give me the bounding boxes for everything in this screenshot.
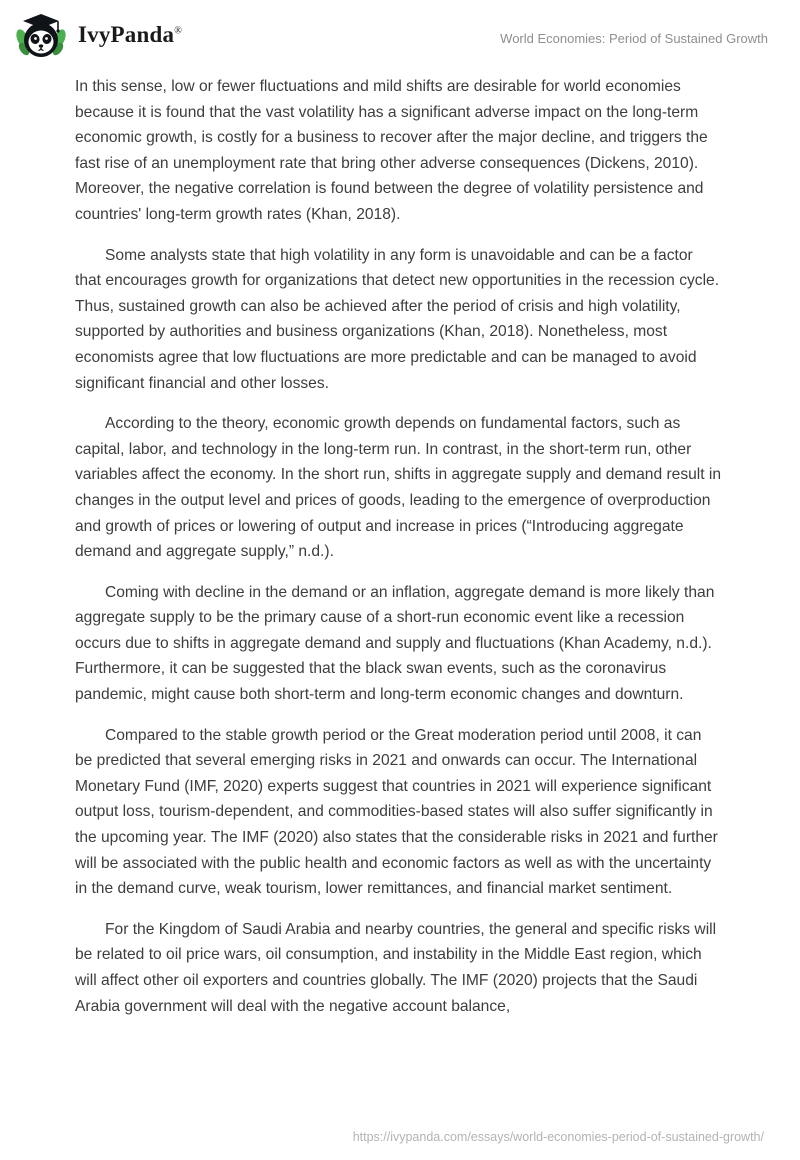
document-title: World Economies: Period of Sustained Growth [500, 30, 768, 46]
brand-name: IvyPanda [78, 22, 175, 47]
essay-body [75, 74, 723, 1034]
brand-text [78, 22, 182, 48]
body-paragraph: In this sense, low or fewer fluctuations and mild shifts are desirable for world economies because it is found that the vast volatility has a significant adverse impact on the long-term economic growth, is costly for a business to recover after the major decline, and triggers the fast rise of an unemployment rate that bring other adverse consequences (Dickens, 2010). Moreover, the negative correlation is found between the degree of volatility persistence and countries' long-term growth rates (Khan, 2018). [75, 78, 708, 223]
body-paragraph: Coming with decline in the demand or an inflation, aggregate demand is more likely than aggregate supply to be the primary cause of a short-run economic event like a recession occurs due to shifts in aggregate demand and supply and fluctuations (Khan Academy, n.d.). Furthermore, it can be suggested that the black swan events, such as the coronavirus pandemic, might cause both short-term and long-term economic changes and downturn. [75, 583, 715, 704]
panda-graduation-cap-icon [14, 8, 68, 62]
body-paragraph: According to the theory, economic growth depends on fundamental factors, such as capital, labor, and technology in the long-term run. In contrast, in the short-term run, other variables affect the economy. In the short run, shifts in aggregate supply and demand result in changes in the output level and prices of goods, leading to the emergence of overproduction and growth of prices or lowering of output and increase in prices (“Introducing aggregate demand and aggregate supply,” n.d.). [75, 415, 722, 561]
footer-source-url: https://ivypanda.com/essays/world-economies-period-of-sustained-growth/ [352, 1130, 764, 1144]
body-paragraph: Compared to the stable growth period or the Great moderation period until 2008, it can be predicted that several emerging risks in 2021 and onwards can occur. The International Monetary Fund (IMF, 2020) experts suggest that countries in 2021 will experience significant output loss, tourism-dependent, and commodities-based states will also suffer significantly in the upcoming year. The IMF (2020) also states that the considerable risks in 2021 and further will be associated with the public health and economic factors as well as with the uncertainty in the demand curve, weak tourism, lower remittances, and financial market sentiment. [75, 726, 718, 898]
registered-mark: ® [174, 25, 182, 37]
body-paragraph: For the Kingdom of Saudi Arabia and nearby countries, the general and specific risks will be related to oil price wars, oil consumption, and instability in the Middle East region, which will affect other oil exporters and countries globally. The IMF (2020) projects that the Saudi Arabia government will deal with the negative account balance, [75, 920, 717, 1015]
body-paragraph: Some analysts state that high volatility in any form is unavoidable and can be a factor that encourages growth for organizations that detect new opportunities in the recession cycle. Thus, sustained growth can also be achieved after the period of crisis and high volatility, supported by authorities and business organizations (Khan, 2018). Nonetheless, most economists agree that low fluctuations are more predictable and can be managed to avoid significant financial and other losses. [75, 246, 720, 392]
page-header [0, 0, 800, 62]
brand-logo [14, 8, 182, 62]
